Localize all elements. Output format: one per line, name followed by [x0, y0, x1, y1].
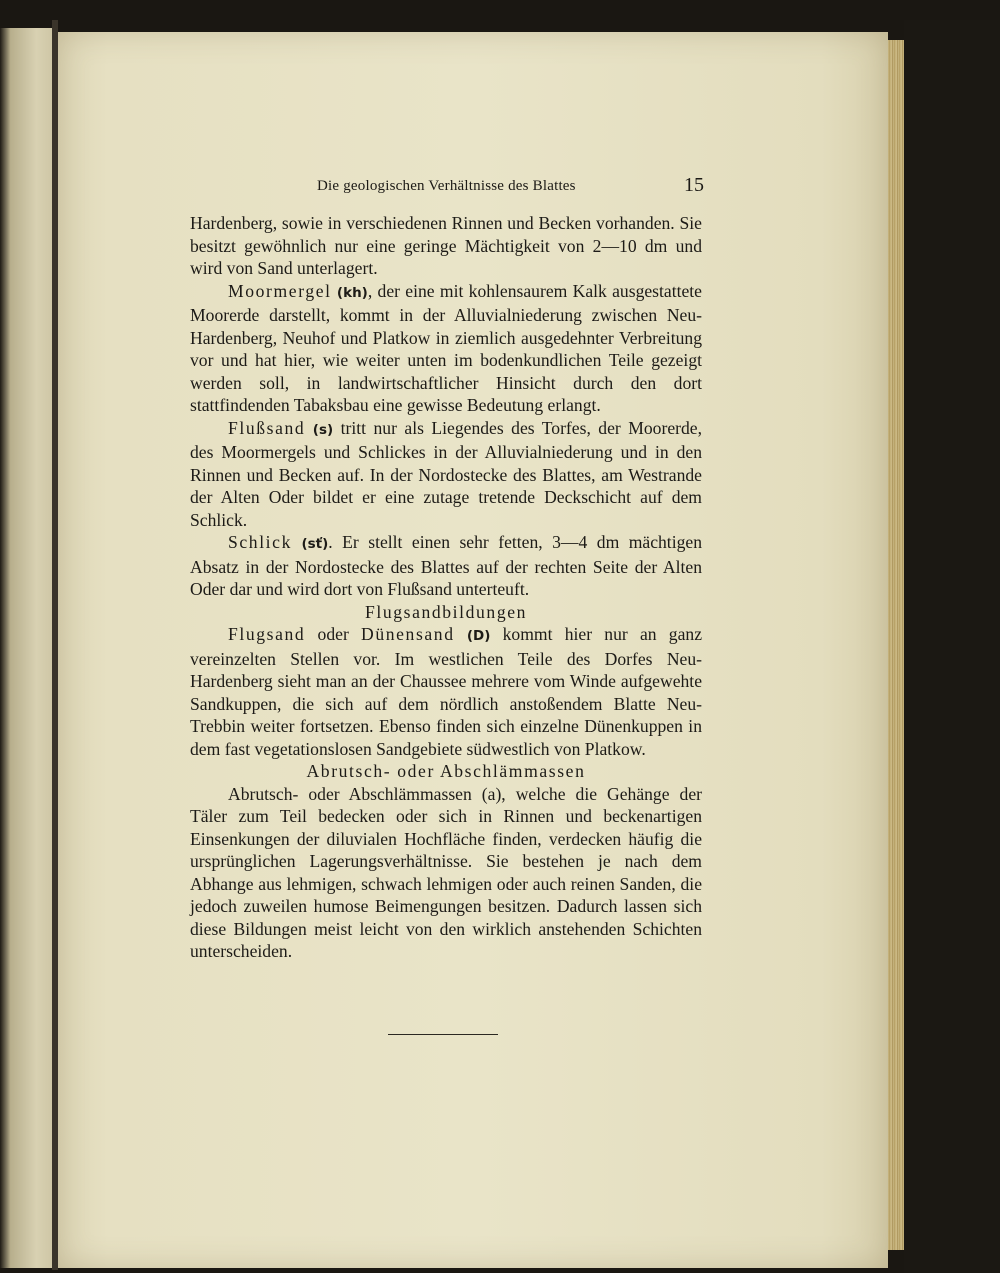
paragraph-flugsand — [190, 623, 702, 760]
previous-page-edge — [0, 28, 52, 1268]
end-rule — [388, 1034, 498, 1035]
term-duenensand: Dünensand — [361, 624, 455, 644]
term-moormergel: Moormergel — [228, 280, 332, 301]
paragraph-abrutsch: Abrutsch- oder Abschlämmassen (a), welche die Gehänge der Täler zum Teil bedecken oder sich in Rinnen und beckenartigen Einsenkungen der diluvialen Hochfläche finden, verdecken häufig die ursprünglichen Lagerungsverhältnisse. Sie bestehen je nach dem Abhange aus lehmigen, schwach lehmigen oder auch reinen Sanden, die jedoch zuweilen humose Beimengungen besitzen. Dadurch lassen sich diese Bildungen meist leicht von den wirklich anstehenden Schichten unterscheiden. — [190, 783, 702, 961]
symbol-d: (D) — [466, 628, 491, 644]
page-stack-edge — [888, 40, 904, 1250]
paragraph-1: Hardenberg, sowie in verschiedenen Rinnen und Becken vorhanden. Sie besitzt gewöhnlich nur eine geringe Mächtigkeit von 2—10 dm und wird von Sand unterlagert. — [190, 213, 702, 278]
page-number: 15 — [684, 174, 704, 196]
section-heading-abrutsch: Abrutsch- oder Abschlämmassen — [306, 761, 586, 781]
running-title: Die geologischen Verhältnisse des Blattes — [317, 178, 576, 194]
paragraph-flusssand-text: tritt nur als Liegendes des Torfes, der Moorerde, des Moormergels und Schlickes in der Alluvialniederung und in den Rinnen und Becken auf. In der Nordostecke des Blattes, am Westrande der Alten Oder bildet er eine zutage tretende Deckschicht auf dem Schlick. — [190, 417, 702, 530]
paragraph-schlick-text: . Er stellt einen sehr fetten, 3—4 dm mächtigen Absatz in der Nordostecke des Blattes auf der rechten Seite der Alten Oder dar und wird dort von Flußsand unterteuft. — [190, 532, 702, 599]
symbol-kh: (kh) — [336, 284, 368, 301]
symbol-st: (sť) — [301, 536, 329, 552]
paragraph-flugsand-connector: oder — [305, 624, 362, 644]
symbol-s: (s) — [312, 421, 334, 438]
term-flusssand: Flußsand — [228, 417, 306, 438]
paragraph-flusssand — [190, 417, 702, 532]
term-flugsand: Flugsand — [228, 624, 306, 644]
paragraph-moormergel-text: , der eine mit kohlensaurem Kalk ausgestattete Moorerde darstellt, kommt in der Alluvialniederung zwischen Neu-Hardenberg, Neuhof und Platkow in ziemlich ausgedehnter Verbreitung vor und hat hier, wie weiter unten im bodenkundlichen Teile gezeigt werden soll, in landwirtschaftlicher Hinsicht durch den dort stattfindenden Tabaksbau eine gewisse Bedeutung erlangt. — [190, 280, 702, 415]
term-schlick: Schlick — [228, 532, 292, 552]
paragraph-moormergel — [190, 280, 702, 417]
paragraph-flugsand-text: kommt hier nur an ganz vereinzelten Stellen vor. Im westlichen Teile des Dorfes Neu-Hardenberg sieht man an der Chaussee mehrere vom Winde aufgewehte Sandkuppen, die sich auf dem nördlich anstoßendem Blatte Neu-Trebbin weiter fortsetzen. Ebenso finden sich einzelne Dünenkuppen in dem fast vegetationslosen Sandgebiete südwestlich von Platkow. — [190, 624, 702, 759]
background-right — [904, 20, 1000, 1273]
body-text — [190, 212, 702, 963]
section-heading-flugsand: Flugsandbildungen — [364, 601, 528, 622]
paragraph-schlick — [190, 531, 702, 601]
page-header — [192, 174, 712, 202]
